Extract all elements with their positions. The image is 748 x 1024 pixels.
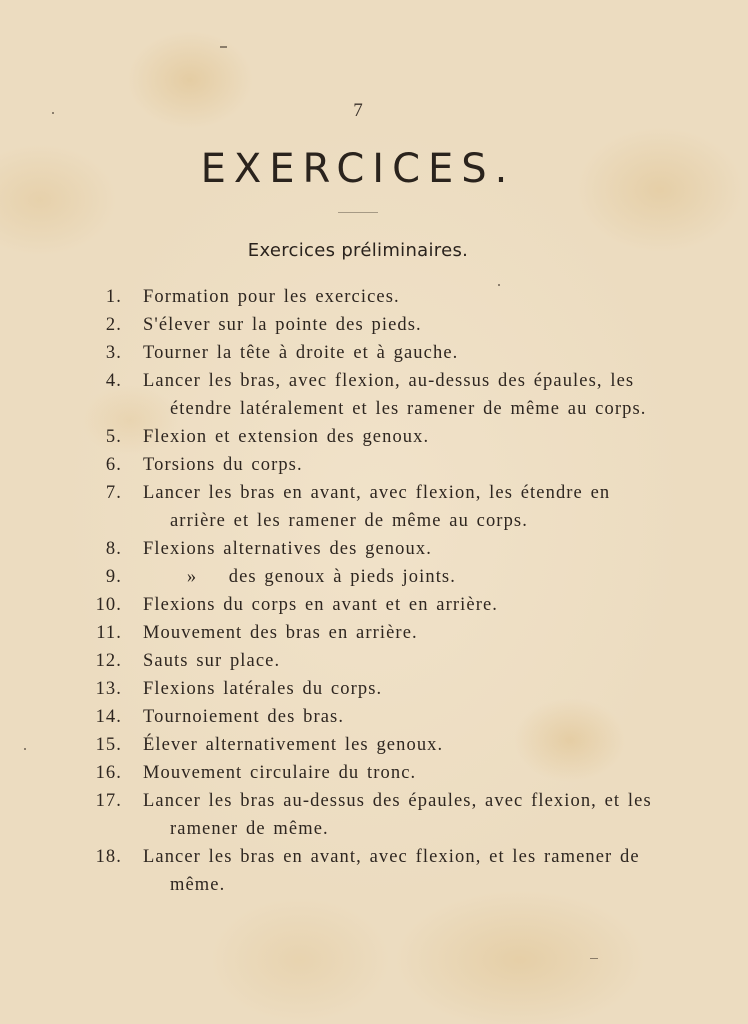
exercise-item <box>0 703 748 731</box>
exercise-list <box>0 283 748 899</box>
exercise-item <box>0 647 748 675</box>
exercise-text: Tournoiement des bras. <box>143 707 345 727</box>
exercise-item <box>0 731 748 759</box>
exercise-number: 2. <box>105 315 122 335</box>
exercise-text: Lancer les bras en avant, avec flexion, les étendre en arrière et les ramener de même au corps. <box>143 483 611 531</box>
exercise-item <box>0 423 748 451</box>
exercise-item <box>0 479 748 535</box>
exercise-number: 7. <box>105 483 122 503</box>
exercise-text: Lancer les bras, avec flexion, au-dessus des épaules, les étendre latéralement et les ramener de même au corps. <box>143 371 647 419</box>
exercise-number: 15. <box>95 735 122 755</box>
exercise-text: Sauts sur place. <box>143 651 281 671</box>
exercise-item <box>0 451 748 479</box>
chapter-title: EXERCICES. <box>200 146 516 192</box>
exercise-text: Formation pour les exercices. <box>143 287 400 307</box>
exercise-number: 13. <box>95 679 122 699</box>
exercise-number: 6. <box>105 455 122 475</box>
exercise-text: Mouvement circulaire du tronc. <box>143 763 417 783</box>
exercise-text: Lancer les bras en avant, avec flexion, et les ramener de même. <box>143 847 640 895</box>
exercise-number: 4. <box>105 371 122 391</box>
exercise-text-with-ditto <box>143 563 660 591</box>
exercise-item <box>0 367 748 423</box>
exercise-number: 5. <box>105 427 122 447</box>
exercise-item <box>0 535 748 563</box>
exercise-number: 8. <box>105 539 122 559</box>
exercise-item <box>0 563 748 591</box>
exercise-number: 12. <box>95 651 122 671</box>
page-number: 7 <box>353 100 363 121</box>
exercise-text: Flexions alternatives des genoux. <box>143 539 432 559</box>
exercise-item <box>0 311 748 339</box>
section-heading: Exercices préliminaires. <box>247 240 469 261</box>
ditto-mark: » <box>186 567 198 587</box>
exercise-number: 1. <box>105 287 122 307</box>
exercise-number: 9. <box>105 567 122 587</box>
exercise-item <box>0 283 748 311</box>
exercise-number: 3. <box>105 343 122 363</box>
title-divider <box>338 212 378 213</box>
exercise-number: 11. <box>96 623 122 643</box>
exercise-number: 17. <box>95 791 122 811</box>
exercise-item <box>0 619 748 647</box>
exercise-item <box>0 675 748 703</box>
exercise-text: Flexions du corps en avant et en arrière. <box>143 595 498 615</box>
exercise-text: Lancer les bras au-dessus des épaules, avec flexion, et les ramener de même. <box>143 791 652 839</box>
exercise-item <box>0 843 748 899</box>
exercise-number: 18. <box>95 847 122 867</box>
exercise-number: 10. <box>95 595 122 615</box>
exercise-item <box>0 591 748 619</box>
exercise-text: Flexions latérales du corps. <box>143 679 383 699</box>
exercise-text: des genoux à pieds joints. <box>228 567 456 587</box>
exercise-item <box>0 339 748 367</box>
exercise-item <box>0 759 748 787</box>
exercise-number: 16. <box>95 763 122 783</box>
exercise-item <box>0 787 748 843</box>
exercise-number: 14. <box>95 707 122 727</box>
exercise-text: Mouvement des bras en arrière. <box>143 623 418 643</box>
exercise-text: Tourner la tête à droite et à gauche. <box>143 343 459 363</box>
exercise-text: S'élever sur la pointe des pieds. <box>143 315 422 335</box>
exercise-text: Flexion et extension des genoux. <box>143 427 430 447</box>
exercise-text: Torsions du corps. <box>143 455 303 475</box>
exercise-text: Élever alternativement les genoux. <box>143 735 444 755</box>
